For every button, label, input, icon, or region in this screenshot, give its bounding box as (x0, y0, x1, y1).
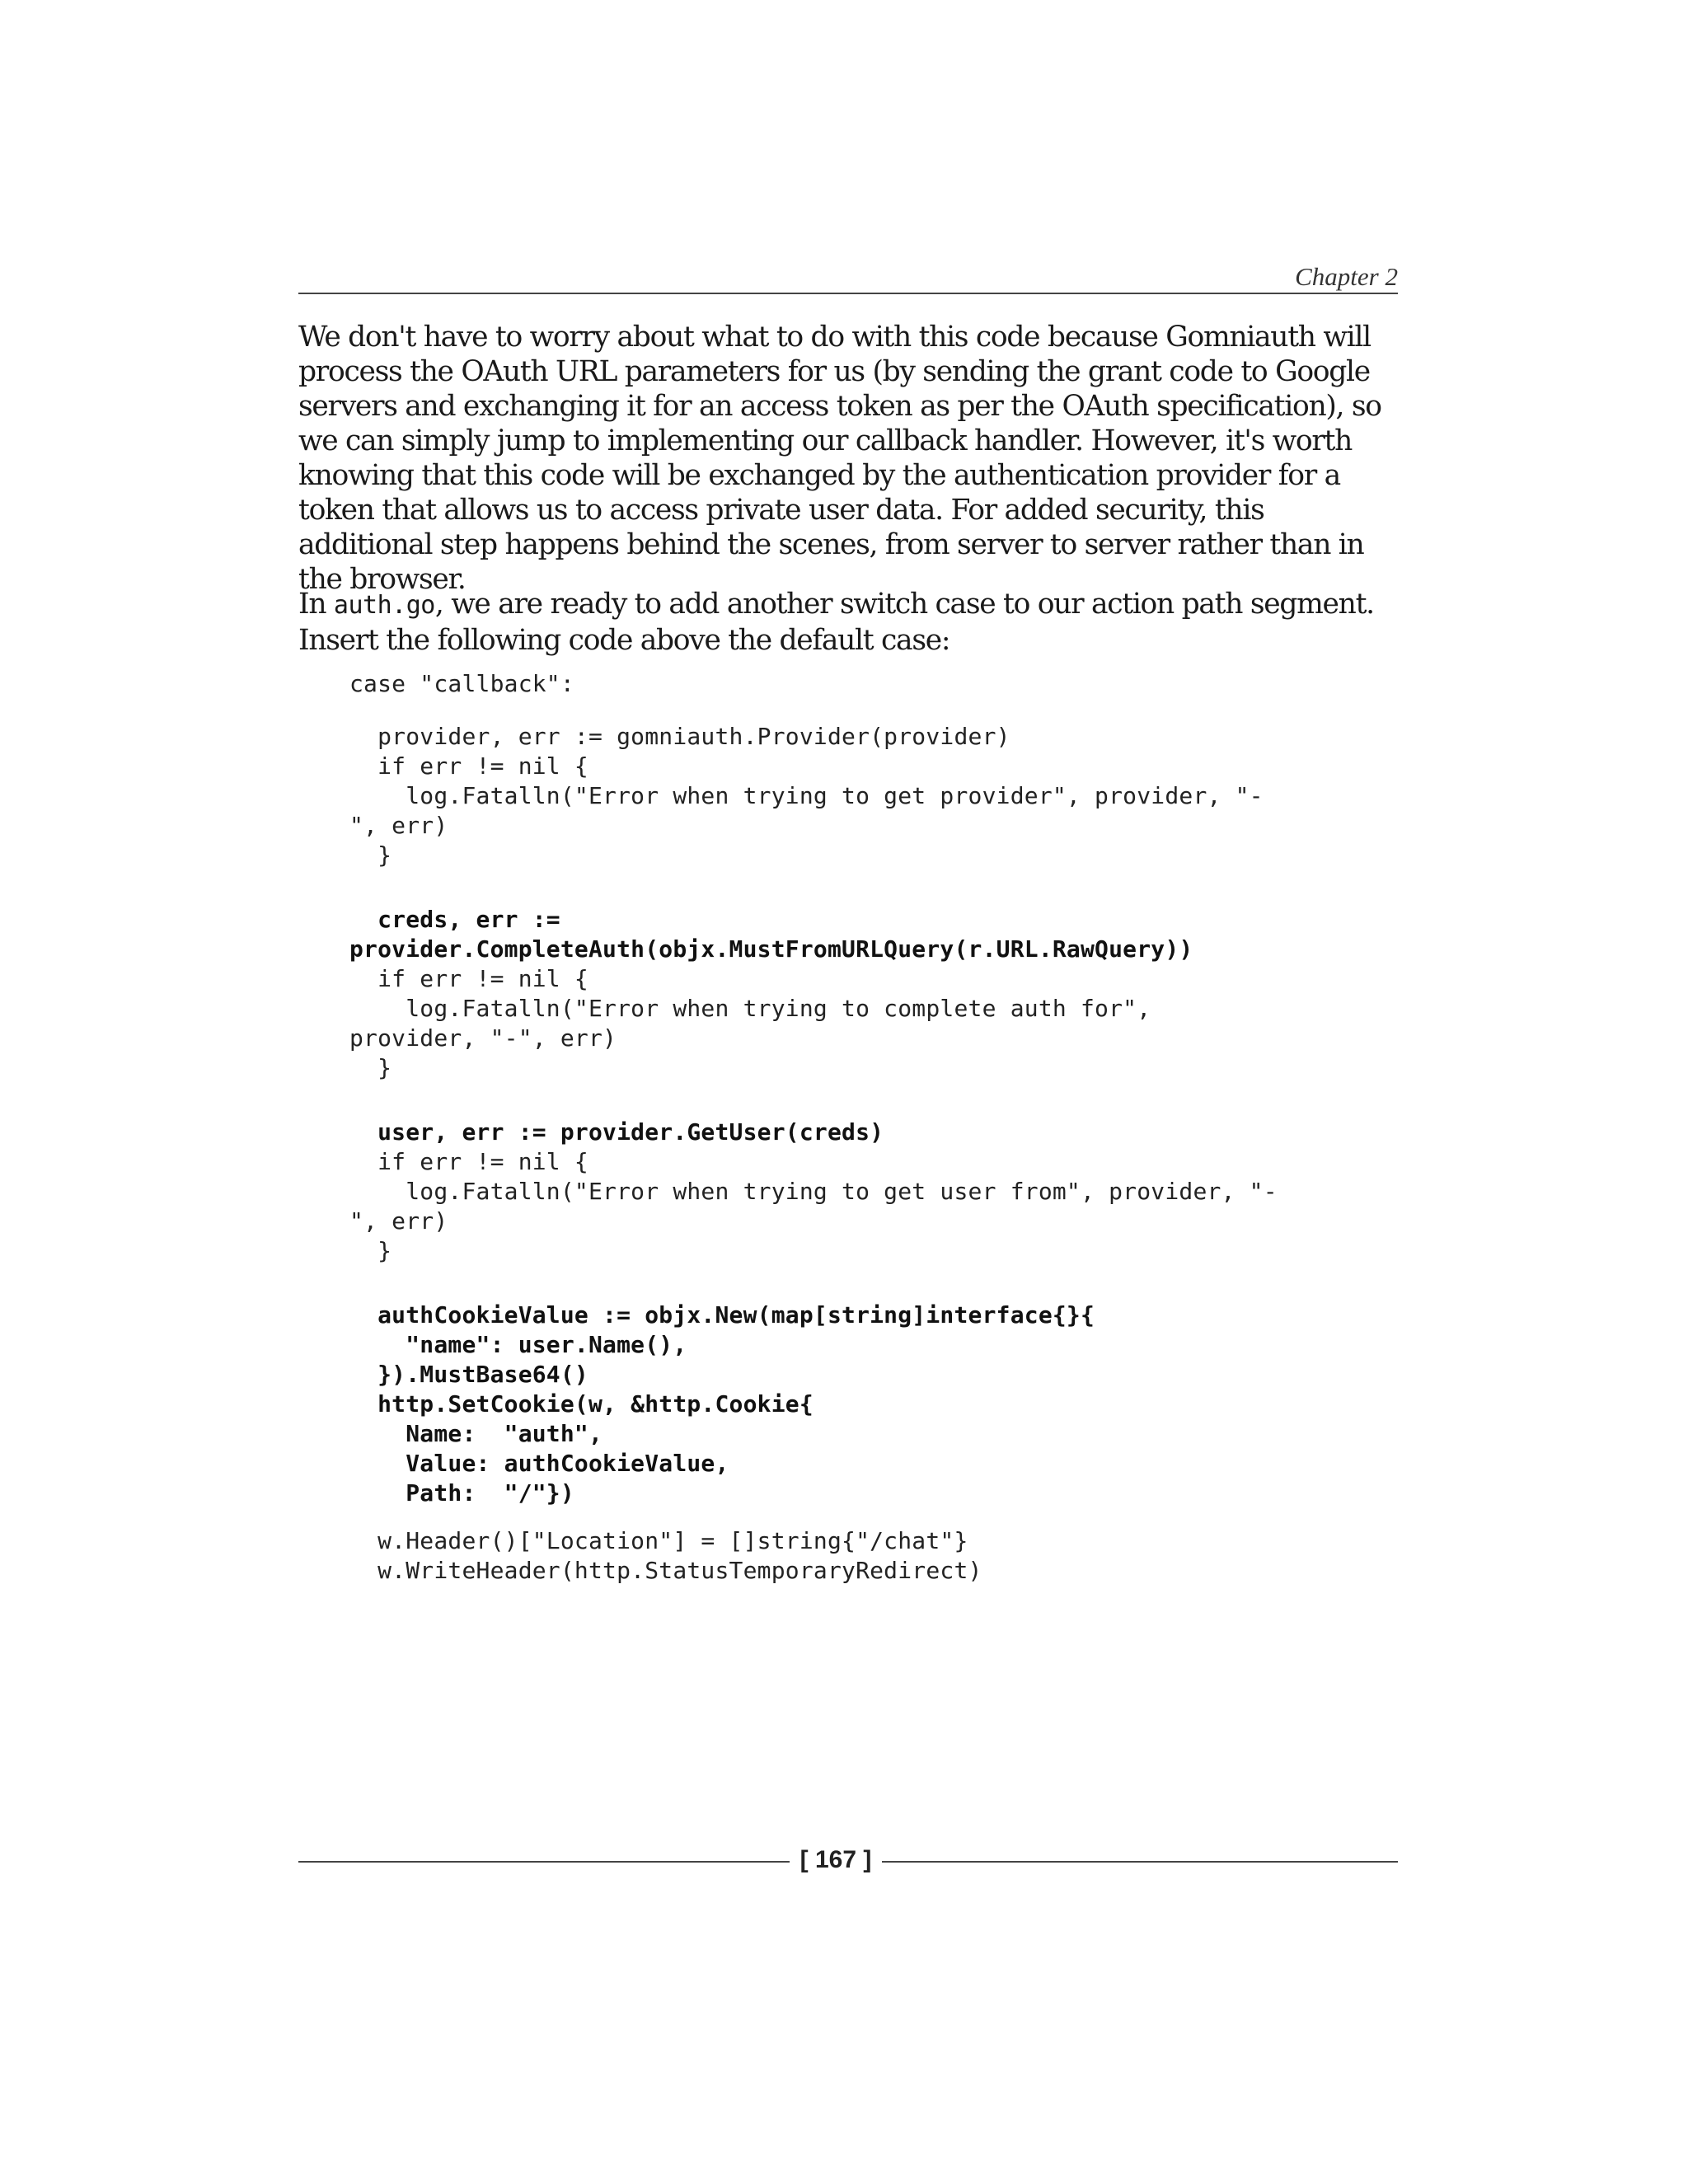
footer-rule-right (882, 1861, 1398, 1863)
code-line: log.Fatalln("Error when trying to get provider", provider, "- (349, 782, 1264, 809)
code-line: } (349, 1054, 392, 1081)
code-line: w.WriteHeader(http.StatusTemporaryRedirect) (349, 1557, 982, 1584)
code-line: Path: "/"}) (349, 1479, 574, 1507)
code-line: if err != nil { (349, 752, 588, 780)
running-header (298, 262, 1398, 295)
paragraph-intro: We don't have to worry about what to do with this code because Gomniauth will process the OAuth URL parameters for us (by sending the grant code to Google servers and exchanging it for an access token as per the OAuth specification), so we can simply jump to implementing our callback handler. However, it's worth knowing that this code will be exchanged by the authentication provider for a token that allows us to access private user data. For added security, this additional step happens behind the scenes, from server to server rather than in the browser. (298, 321, 1381, 596)
paragraph-instruction-lead: In (298, 588, 334, 621)
code-line: } (349, 1237, 392, 1264)
footer-rule-left (298, 1861, 790, 1863)
paragraph-instruction-rest: , we are ready to add another switch case to our action path segment. Insert the following code above the default case: (298, 588, 1374, 657)
code-line: provider, err := gomniauth.Provider(provider) (349, 723, 1010, 750)
paragraph-instruction (298, 587, 1403, 658)
code-line: if err != nil { (349, 1148, 588, 1175)
code-line: ", err) (349, 1207, 448, 1235)
code-line: } (349, 841, 392, 869)
code-line: log.Fatalln("Error when trying to complete auth for", (349, 995, 1151, 1022)
code-line: http.SetCookie(w, &http.Cookie{ (349, 1390, 814, 1418)
code-line: Value: authCookieValue, (349, 1450, 729, 1477)
code-block (349, 669, 1278, 1586)
code-line: authCookieValue := objx.New(map[string]interface{}{ (349, 1301, 1095, 1329)
code-line: Name: "auth", (349, 1420, 603, 1447)
code-line: provider, "-", err) (349, 1024, 617, 1052)
code-line: w.Header()["Location"] = []string{"/chat"} (349, 1527, 968, 1554)
code-line: creds, err := (349, 906, 560, 933)
code-line: log.Fatalln("Error when trying to get user from", provider, "- (349, 1178, 1278, 1205)
code-line: case "callback": (349, 670, 574, 697)
inline-code-filename: auth.go (333, 591, 435, 620)
code-line: user, err := provider.GetUser(creds) (349, 1118, 884, 1146)
code-line: if err != nil { (349, 965, 588, 992)
code-line: ", err) (349, 812, 448, 839)
page-number: [ 167 ] (799, 1846, 872, 1873)
code-line: }).MustBase64() (349, 1361, 588, 1388)
code-line: provider.CompleteAuth(objx.MustFromURLQuery(r.URL.RawQuery)) (349, 935, 1193, 963)
chapter-label: Chapter 2 (1295, 262, 1398, 291)
header-rule (298, 293, 1398, 294)
code-line: "name": user.Name(), (349, 1331, 687, 1358)
